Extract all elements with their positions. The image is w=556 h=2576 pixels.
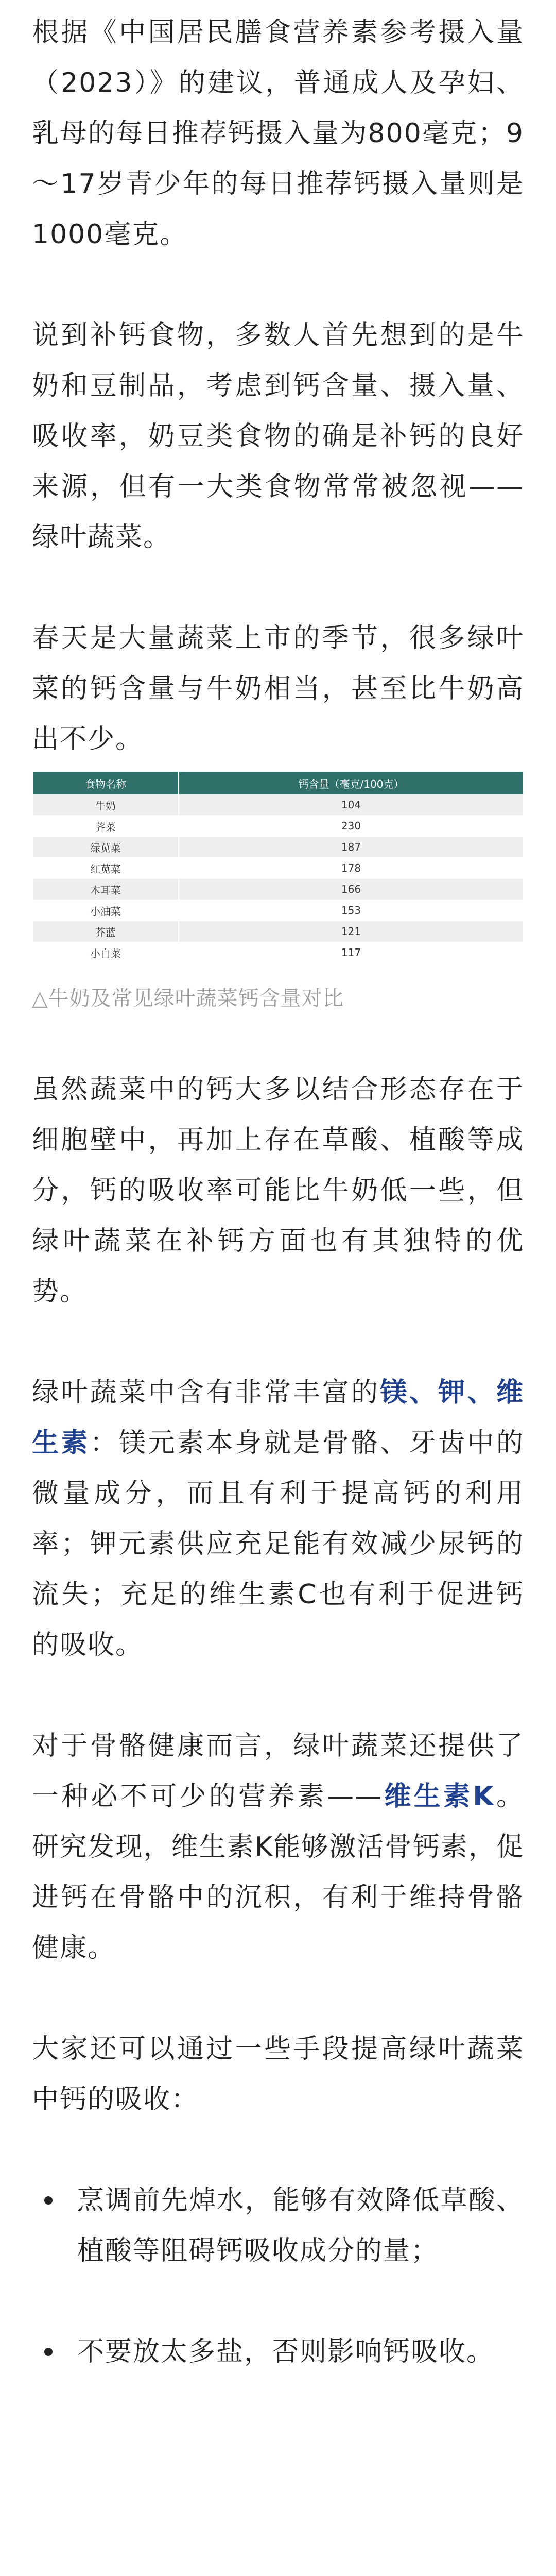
calcium-table-image [32, 772, 524, 963]
table-cell-food: 牛奶 [33, 794, 179, 816]
paragraph-minerals-text-b: ：镁元素本身就是骨骼、牙齿中的微量成分，而且有利于提高钙的利用率；钾元素供应充足能有效减少尿钙的流失；充足的维生素C也有利于促进钙的吸收。 [32, 1428, 524, 1660]
table-row [33, 794, 523, 816]
paragraph-intake-recommendation: 根据《中国居民膳食营养素参考摄入量（2023）》的建议，普通成人及孕妇、乳母的每日推荐钙摄入量为800毫克；9～17岁青少年的每日推荐钙摄入量则是1000毫克。 [32, 17, 524, 250]
paragraph-spring-vegetables: 春天是大量蔬菜上市的季节，很多绿叶菜的钙含量与牛奶相当，甚至比牛奶高出不少。 [32, 623, 524, 755]
table-row [33, 879, 523, 900]
table-row [33, 942, 523, 963]
tip-text: 不要放太多盐，否则影响钙吸收。 [77, 2336, 495, 2367]
table-header-food: 食物名称 [33, 772, 179, 794]
table-cell-calcium: 104 [179, 794, 523, 816]
table-cell-calcium: 230 [179, 816, 523, 837]
table-cell-food: 小白菜 [33, 942, 179, 963]
table-cell-food: 木耳菜 [33, 879, 179, 900]
paragraph-vitamin-k [32, 1721, 524, 1973]
table-cell-food: 荠菜 [33, 816, 179, 837]
table-caption: △牛奶及常见绿叶蔬菜钙含量对比 [32, 987, 344, 1010]
paragraph-minerals-text-a: 绿叶蔬菜中含有非常丰富的 [32, 1377, 380, 1408]
tip-text: 烹调前先焯水，能够有效降低草酸、植酸等阻碍钙吸收成分的量； [77, 2185, 524, 2266]
calcium-content-table [33, 772, 523, 963]
table-row [33, 858, 523, 879]
list-item [32, 2175, 524, 2276]
table-cell-calcium: 153 [179, 900, 523, 921]
paragraph-minerals [32, 1367, 524, 1670]
table-row [33, 816, 523, 837]
bullet-dot-icon [44, 2196, 53, 2205]
table-cell-food: 芥蓝 [33, 921, 179, 942]
list-item [32, 2327, 524, 2377]
table-row [33, 837, 523, 858]
table-row [33, 900, 523, 921]
table-cell-calcium: 117 [179, 942, 523, 963]
table-row [33, 921, 523, 942]
table-cell-calcium: 166 [179, 879, 523, 900]
table-cell-calcium: 187 [179, 837, 523, 858]
table-cell-food: 红苋菜 [33, 858, 179, 879]
table-cell-food: 小油菜 [33, 900, 179, 921]
table-header-row [33, 772, 523, 794]
paragraph-calcium-foods: 说到补钙食物，多数人首先想到的是牛奶和豆制品，考虑到钙含量、摄入量、吸收率，奶豆类食物的确是补钙的良好来源，但有一大类食物常常被忽视——绿叶蔬菜。 [32, 320, 524, 553]
table-cell-food: 绿苋菜 [33, 837, 179, 858]
tips-list [32, 2175, 524, 2377]
paragraph-vitamin-k-text-a: 对于骨骼健康而言，绿叶蔬菜还提供了一种必不可少的营养素—— [32, 1731, 524, 1812]
list-spacer [32, 2276, 524, 2327]
highlight-minerals: 镁、钾、维生素 [32, 1377, 524, 1459]
table-cell-calcium: 121 [179, 921, 523, 942]
paragraph-absorption: 虽然蔬菜中的钙大多以结合形态存在于细胞壁中，再加上存在草酸、植酸等成分，钙的吸收率可能比牛奶低一些，但绿叶蔬菜在补钙方面也有其独特的优势。 [32, 1074, 524, 1307]
table-header-calcium: 钙含量（毫克/100克） [179, 772, 523, 794]
bullet-dot-icon [44, 2348, 53, 2356]
highlight-vitamin-k: 维生素K [383, 1781, 495, 1812]
paragraph-vitamin-k-text-b: 。研究发现，维生素K能够激活骨钙素，促进钙在骨骼中的沉积，有利于维持骨骼健康。 [32, 1781, 524, 1963]
table-cell-calcium: 178 [179, 858, 523, 879]
paragraph-tips-intro: 大家还可以通过一些手段提高绿叶蔬菜中钙的吸收： [32, 2033, 524, 2115]
